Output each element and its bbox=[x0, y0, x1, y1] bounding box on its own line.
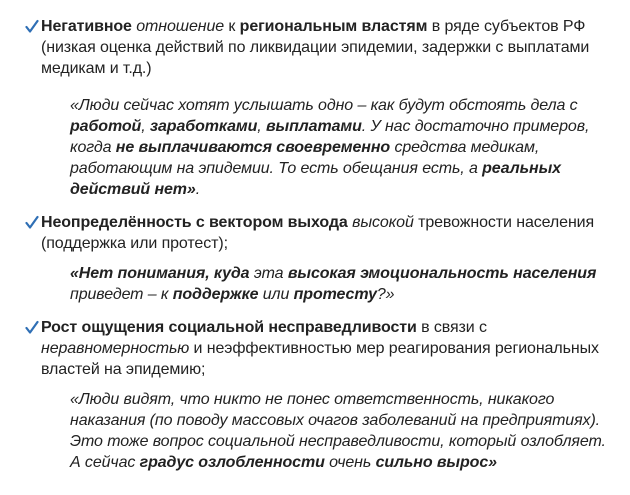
text-run: приведет – к bbox=[70, 286, 173, 303]
text-run-italic: высокой bbox=[352, 214, 414, 231]
text-run-bold: «Нет понимания, куда bbox=[70, 265, 250, 282]
quote-block-payments bbox=[70, 95, 615, 200]
bullet-text bbox=[41, 212, 615, 254]
text-run-bold: высокая эмоциональность населения bbox=[287, 265, 597, 282]
text-run-bold: не выплачиваются своевременно bbox=[115, 139, 391, 156]
text-run: средства медикам, работающим на эпидемии. То есть обещания есть, а bbox=[70, 139, 540, 177]
text-run: , bbox=[141, 118, 150, 135]
text-run-bold: Неопределённость с вектором выхода bbox=[41, 214, 348, 231]
text-run-bold: протесту bbox=[293, 286, 377, 303]
quote-block-emotionality bbox=[70, 263, 615, 305]
bullet-item-regional-authorities bbox=[25, 16, 615, 79]
bullet-item-uncertainty bbox=[25, 212, 615, 254]
text-run: в ряде субъектов РФ (низкая оценка действий по ликвидации эпидемии, задержки с выплатами медикам и т.д.) bbox=[41, 18, 590, 77]
text-run-italic: неравномерностью bbox=[41, 340, 190, 357]
bullet-text bbox=[41, 317, 615, 380]
text-run: или bbox=[258, 286, 294, 303]
checkmark-icon bbox=[25, 16, 39, 36]
text-run: к bbox=[224, 18, 240, 35]
text-run: в связи с bbox=[416, 319, 487, 336]
text-run-bold: работой bbox=[70, 118, 142, 135]
text-run-bold: выплатами bbox=[265, 118, 362, 135]
text-run: тревожности населения (поддержка или протест); bbox=[41, 214, 595, 252]
text-run: очень bbox=[324, 454, 376, 471]
text-run: . У нас достаточно примеров, когда bbox=[70, 118, 590, 156]
text-run-bold: градус озлобленности bbox=[139, 454, 325, 471]
text-run: эта bbox=[249, 265, 288, 282]
text-run-bold: Негативное bbox=[41, 18, 132, 35]
checkmark-icon bbox=[25, 317, 39, 337]
text-run: . bbox=[195, 181, 201, 198]
text-run-bold: заработками bbox=[149, 118, 258, 135]
bullet-item-injustice bbox=[25, 317, 615, 380]
quote-block-anger bbox=[70, 389, 615, 473]
text-run-bold: сильно вырос» bbox=[375, 454, 497, 471]
text-run-bold: Рост ощущения социальной несправедливости bbox=[41, 319, 417, 336]
text-run-bold: региональным властям bbox=[239, 18, 428, 35]
text-run-italic: отношение bbox=[136, 18, 225, 35]
text-run: «Люди видят, что никто не понес ответственность, никакого наказания (по поводу массовых очагов заболеваний на предприятиях). Это тоже вопрос социальной несправедливости, который озлобляет. А сейчас bbox=[70, 391, 606, 471]
text-run-bold: реальных действий нет» bbox=[70, 160, 561, 198]
text-run: , bbox=[257, 118, 266, 135]
text-run: ?» bbox=[376, 286, 395, 303]
text-run: «Люди сейчас хотят услышать одно – как будут обстоять дела с bbox=[70, 97, 578, 114]
text-run: и неэффективностью мер реагирования региональных властей на эпидемию; bbox=[41, 340, 599, 378]
checkmark-icon bbox=[25, 212, 39, 232]
bullet-text bbox=[41, 16, 615, 79]
text-run-bold: поддержке bbox=[172, 286, 259, 303]
